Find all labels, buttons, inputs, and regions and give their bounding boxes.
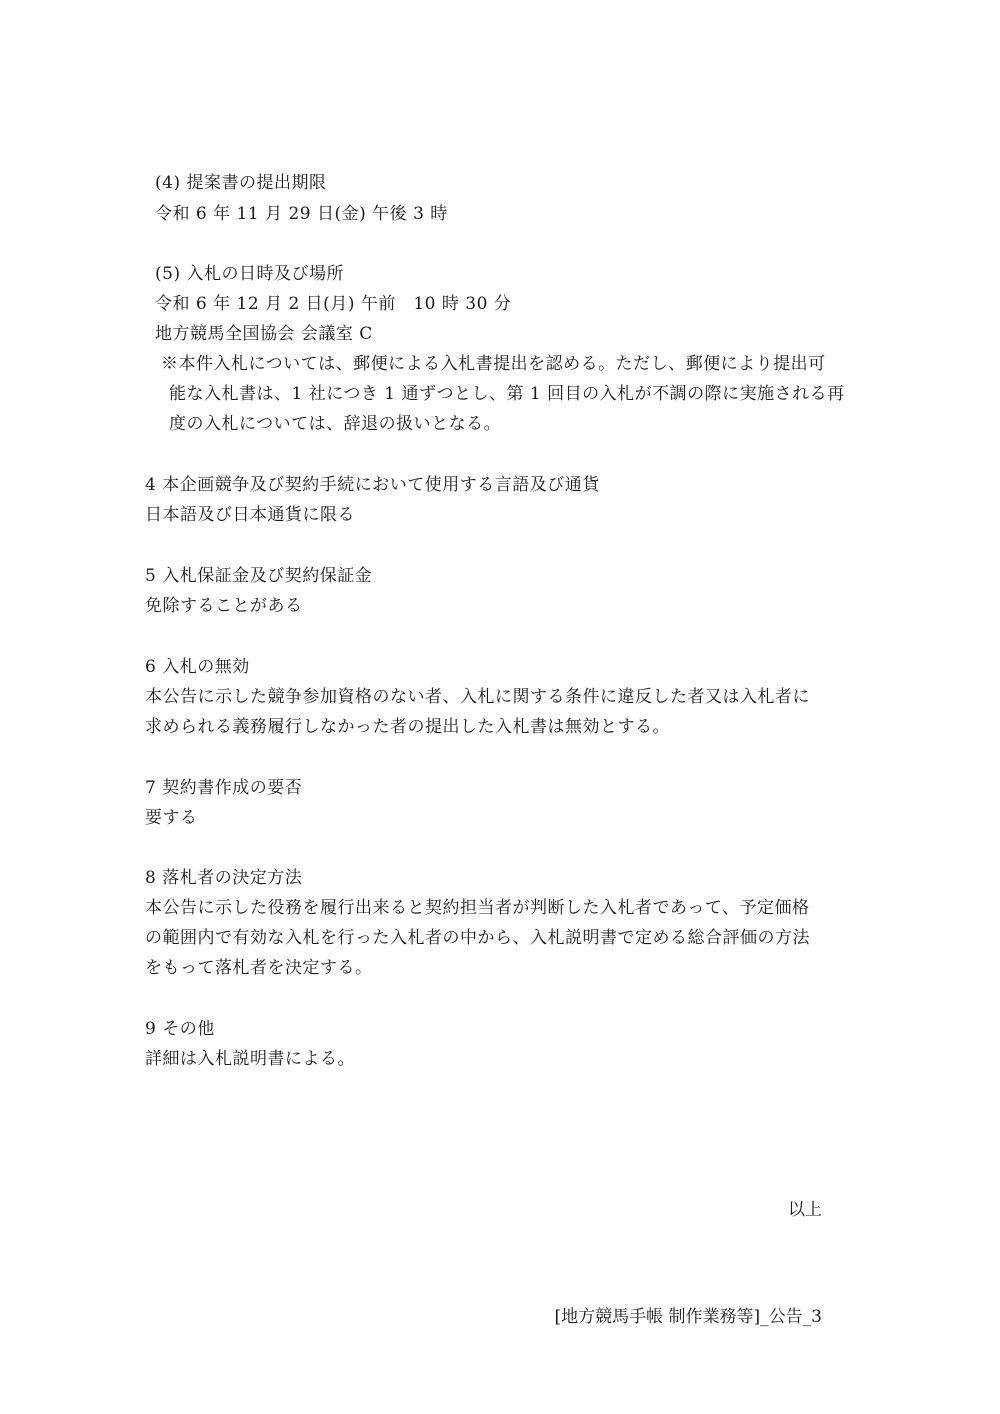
section6-body-line-2: 求められる義務履行しなかった者の提出した入札書は無効とする。: [145, 717, 670, 737]
section6-heading: 6 入札の無効: [145, 657, 250, 677]
section4-body: 日本語及び日本通貨に限る: [145, 505, 355, 525]
item5-datetime: 令和 6 年 12 月 2 日(月) 午前 10 時 30 分: [155, 294, 512, 314]
closing-text: 以上: [788, 1200, 822, 1220]
section8-body-line-3: をもって落札者を決定する。: [145, 958, 373, 978]
section6-body-line-1: 本公告に示した競争参加資格のない者、入札に関する条件に違反した者又は入札者に: [145, 687, 810, 707]
section7-body: 要する: [145, 808, 198, 828]
section8-body-line-1: 本公告に示した役務を履行出来ると契約担当者が判断した入札者であって、予定価格: [145, 898, 810, 918]
item5-heading: (5) 入札の日時及び場所: [155, 264, 344, 284]
item4-date: 令和 6 年 11 月 29 日(金) 午後 3 時: [155, 204, 448, 224]
section9-heading: 9 その他: [145, 1019, 215, 1039]
item5-note-line-3: 度の入札については、辞退の扱いとなる。: [169, 414, 502, 434]
section5-heading: 5 入札保証金及び契約保証金: [145, 566, 373, 586]
item5-note-line-2: 能な入札書は、1 社につき 1 通ずつとし、第 1 回目の入札が不調の際に実施される再: [169, 384, 845, 404]
item5-place: 地方競馬全国協会 会議室 C: [155, 324, 373, 344]
section8-body-line-2: の範囲内で有効な入札を行った入札者の中から、入札説明書で定める総合評価の方法: [145, 928, 810, 948]
section5-body: 免除することがある: [145, 596, 303, 616]
section9-body: 詳細は入札説明書による。: [145, 1049, 355, 1069]
section4-heading: 4 本企画競争及び契約手続において使用する言語及び通貨: [145, 475, 600, 495]
document-footer: [地方競馬手帳 制作業務等]_公告_3: [554, 1307, 822, 1327]
section7-heading: 7 契約書作成の要否: [145, 778, 303, 798]
section8-heading: 8 落札者の決定方法: [145, 868, 303, 888]
item4-heading: (4) 提案書の提出期限: [155, 173, 327, 193]
item5-note-line-1: ※本件入札については、郵便による入札書提出を認める。ただし、郵便により提出可: [161, 354, 826, 374]
